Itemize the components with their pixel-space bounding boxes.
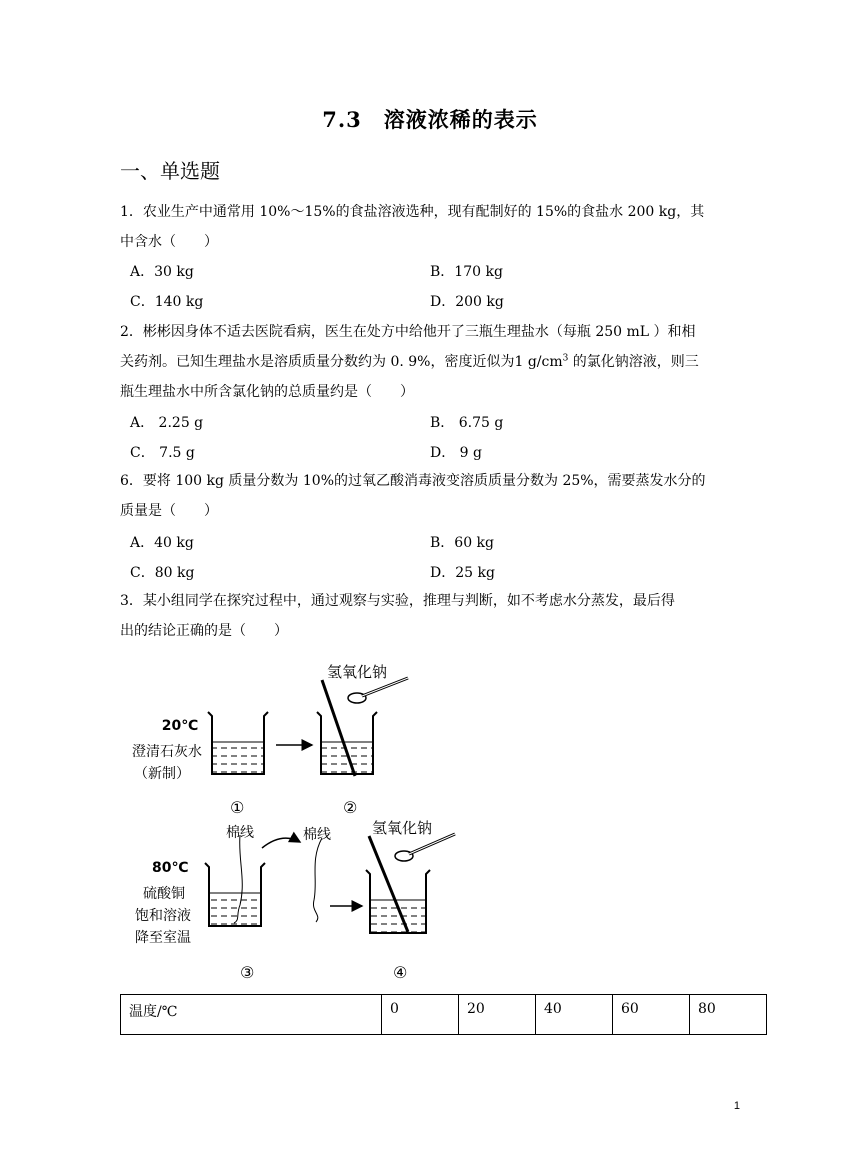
beaker-4 [366,834,455,933]
q2-option-d: D． 9 g [430,445,482,461]
label-naoh-1: 氢氧化钠 [327,663,388,681]
question-2-line2-text2: 的氯化钠溶液，则三 [568,354,699,370]
label-circle-4: ④ [393,963,408,982]
q2-option-b: B． 6.75 g [430,415,504,431]
label-cotton-1: 棉线 [226,825,254,841]
section-heading: 一、单选题 [120,159,220,183]
beaker-1 [208,712,268,774]
q6-option-a: A．40 kg [130,535,194,551]
beaker-2 [317,678,408,776]
question-2-line3: 瓶生理盐水中所含氯化钠的总质量约是（ ） [120,384,414,400]
table-cell: 60 [613,995,690,1035]
label-circle-1: ① [230,798,245,817]
label-cuso4-3: 降至室温 [135,930,191,946]
page-number: 1 [733,1100,740,1112]
question-2-line1: 2．彬彬因身体不适去医院看病，医生在处方中给他开了三瓶生理盐水（每瓶 250 mL ）和相 [120,324,696,340]
q1-option-c: C．140 kg [130,294,204,310]
label-cuso4-2: 饱和溶液 [135,908,191,924]
q2-option-c: C． 7.5 g [130,445,195,461]
table-row [121,995,767,1035]
page-title: 7.3 溶液浓稀的表示 [322,107,538,132]
question-1-line1: 1．农业生产中通常用 10%～15%的食盐溶液选种，现有配制好的 15%的食盐水 200 kg，其 [120,204,705,220]
cotton-thread [313,838,322,922]
q6-option-c: C．80 kg [130,565,195,581]
question-1-line2: 中含水（ ） [120,234,218,250]
table-cell: 0 [382,995,459,1035]
q1-option-b: B．170 kg [430,264,503,280]
question-6-line2: 质量是（ ） [120,503,218,519]
question-3-line2: 出的结论正确的是（ ） [120,623,288,639]
label-naoh-2: 氢氧化钠 [372,819,433,837]
label-cotton-2: 棉线 [303,827,331,843]
question-3-line1: 3．某小组同学在探究过程中，通过观察与实验，推理与判断，如不考虑水分蒸发，最后得 [120,593,675,609]
label-cuso4-1: 硫酸铜 [143,886,185,902]
question-6-line1: 6．要将 100 kg 质量分数为 10%的过氧乙酸消毒液变溶质质量分数为 25%，需要蒸发水分的 [120,473,706,489]
question-2-line2-text: 关药剂。已知生理盐水是溶质质量分数约为 0. 9%，密度近似为1 g/cm [120,354,563,370]
label-fresh: （新制） [134,766,190,782]
label-temp-80: 80℃ [152,860,189,876]
curved-arrow [262,838,300,848]
label-limewater: 澄清石灰水 [132,744,202,760]
beaker-3 [205,835,265,926]
superscript: 3 [562,353,569,364]
q6-option-d: D．25 kg [430,565,495,581]
temperature-table [120,994,767,1035]
table-cell: 40 [536,995,613,1035]
q1-option-a: A．30 kg [130,264,194,280]
q1-option-d: D．200 kg [430,294,504,310]
table-header-cell: 温度/℃ [121,995,382,1035]
q2-option-a: A． 2.25 g [130,415,204,431]
label-temp-20: 20℃ [161,718,199,734]
label-circle-2: ② [343,798,358,817]
q6-option-b: B．60 kg [430,535,494,551]
table-cell: 20 [459,995,536,1035]
label-circle-3: ③ [240,963,255,982]
table-cell: 80 [690,995,767,1035]
